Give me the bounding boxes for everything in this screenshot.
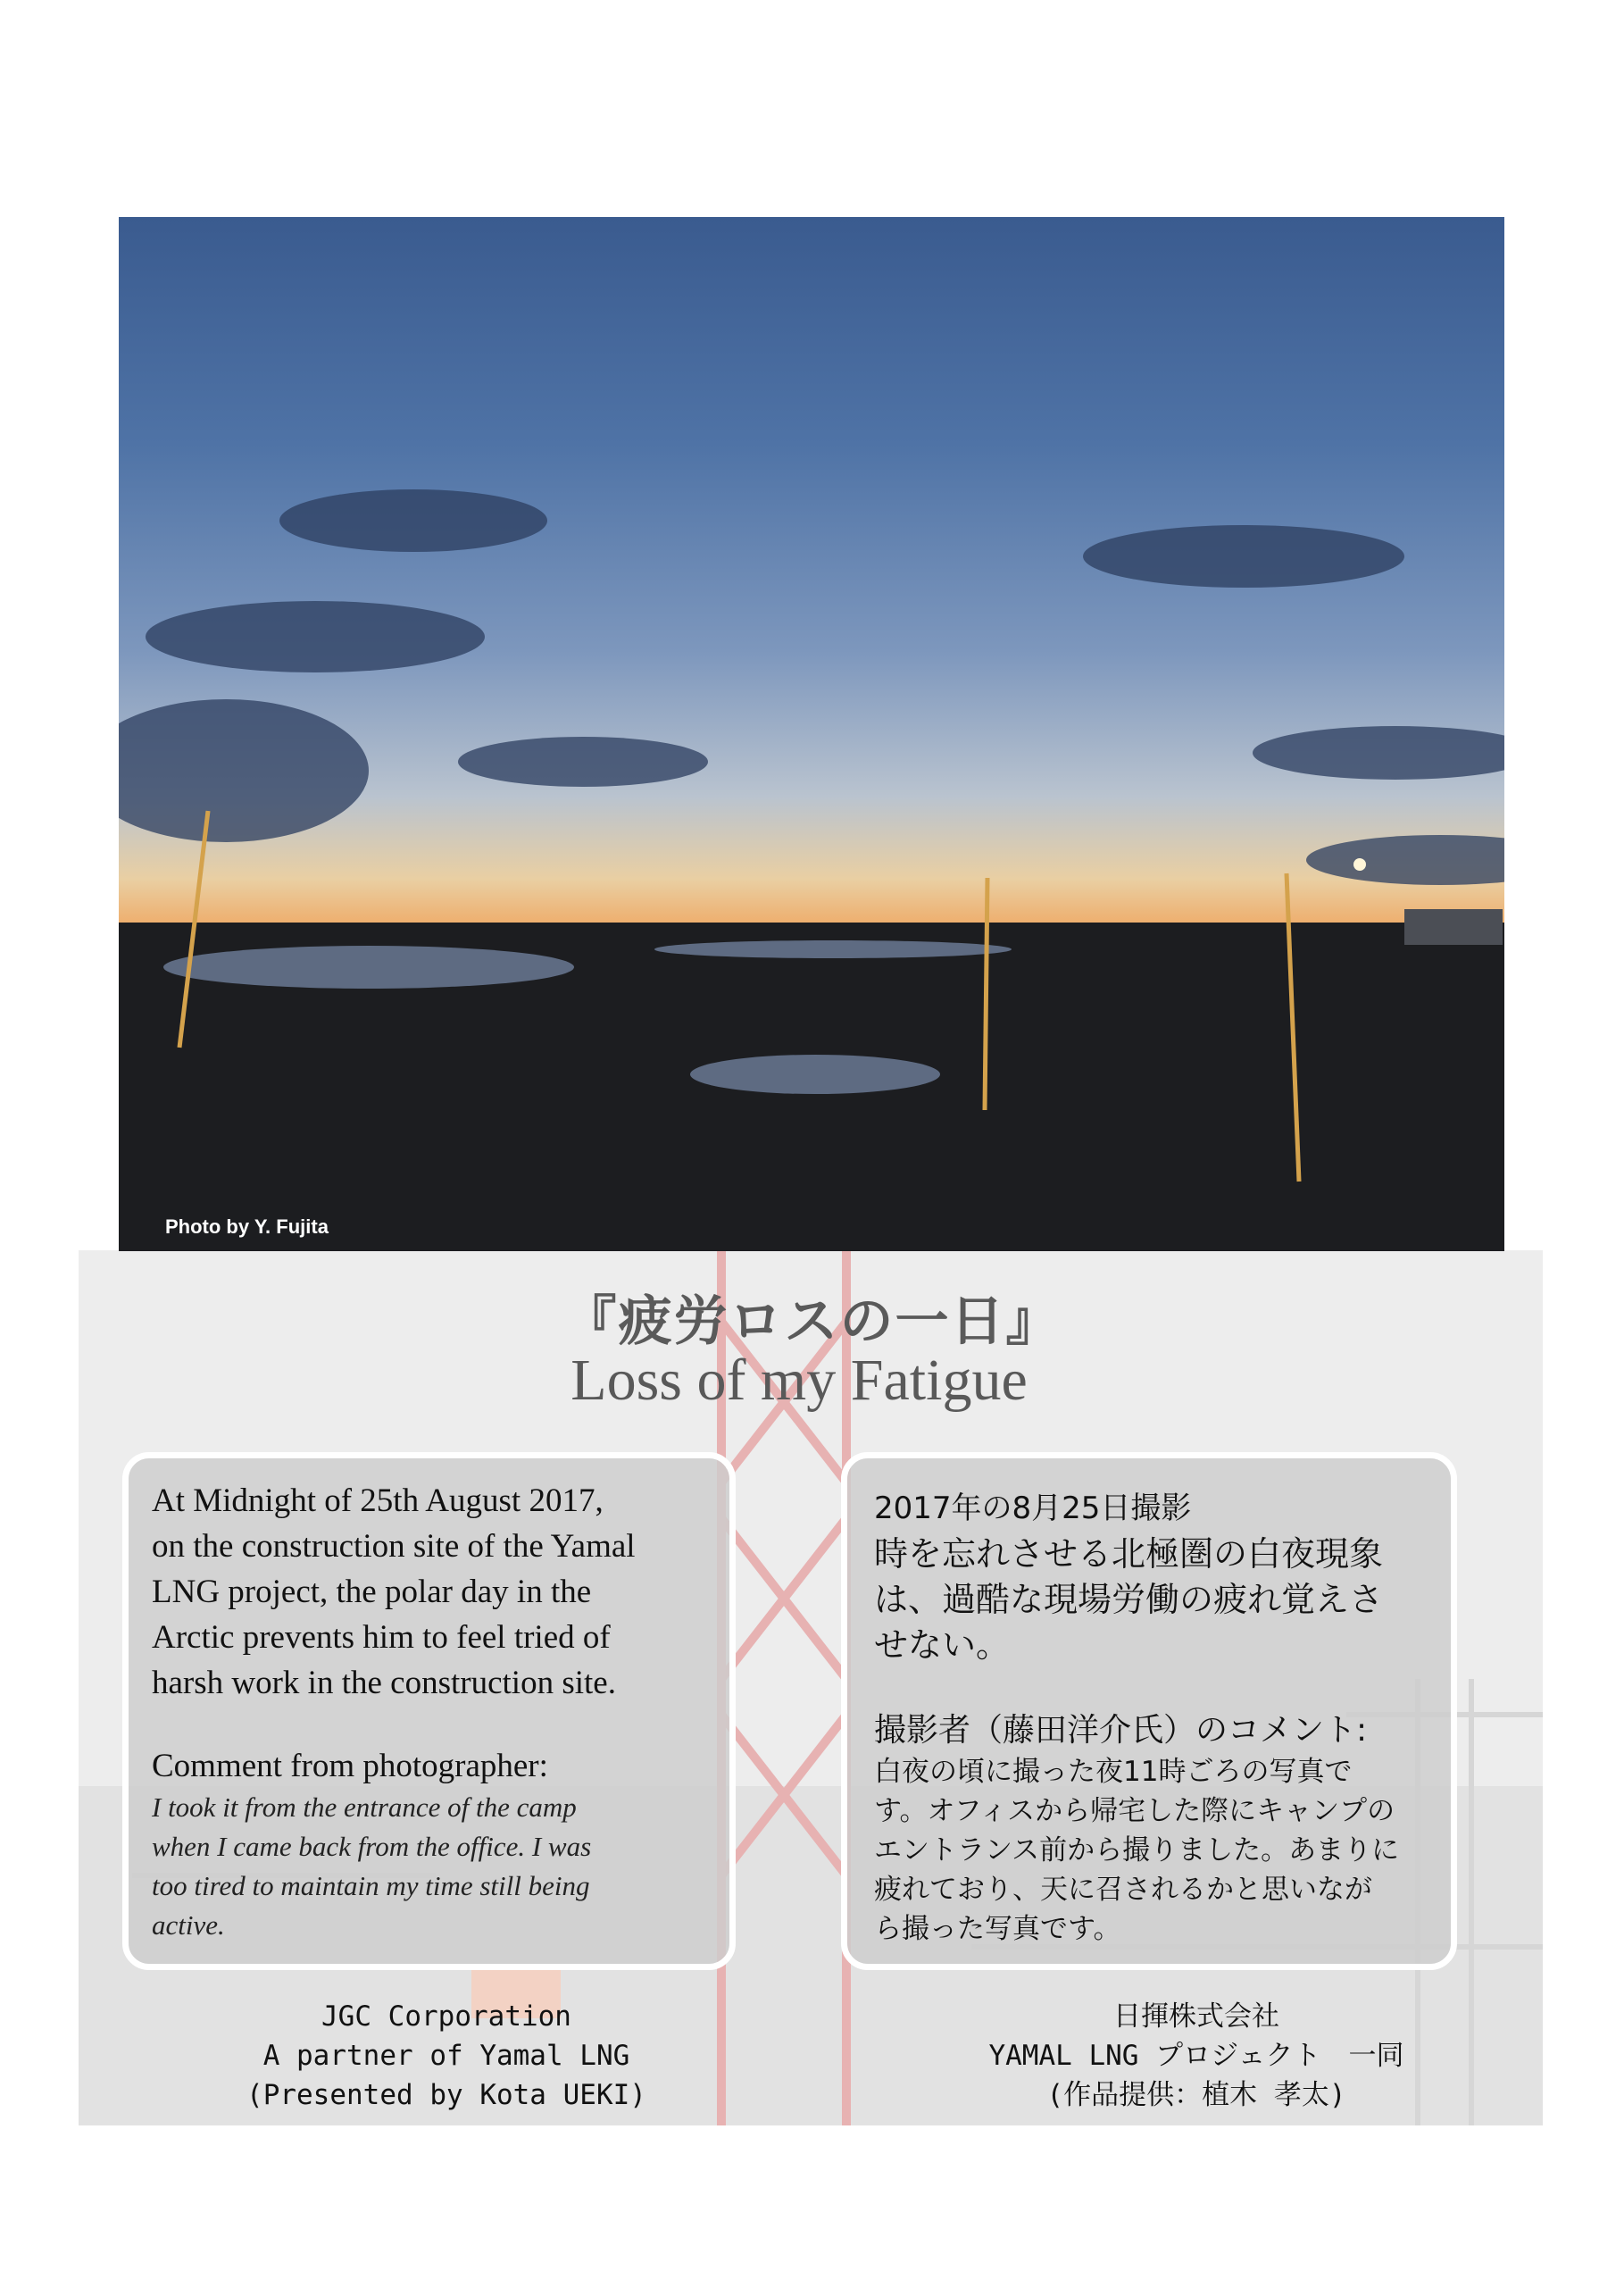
footer-english-credits: JGC Corporation A partner of Yamal LNG (Presented by Kota UEKI) [246,2000,646,2111]
japanese-comment-heading: 撮影者（藤田洋介氏）のコメント: [874,1712,1368,1749]
photo-credit: Photo by Y. Fujita [165,1215,329,1238]
english-comment: I took it from the entrance of the camp when I came back from the office. I was too tired to maintain my time still being active. [152,1791,592,1941]
japanese-comment: 白夜の頃に撮った夜11時ごろの写真で す。オフィスから帰宅した際にキャンプの エントランス前から撮りました。あまりに 疲れており、天に召されるかと思いなが ら撮った写真です。 [874,1756,1400,1945]
english-body: At Midnight of 25th August 2017, on the construction site of the Yamal LNG project, the polar day in the Arctic prevents him to feel tried of harsh work in the construction site. [152,1482,636,1701]
sunset-photo [119,217,1504,1251]
japanese-description-card [841,1452,1457,1970]
title-english: Loss of my Fatigue [570,1348,1028,1413]
japanese-body: 時を忘れさせる北極圏の白夜現象 は、過酷な現場労働の疲れ覚えさ せない。 [874,1534,1384,1665]
footer-japanese-credits: 日揮株式会社 YAMAL LNG プロジェクト 一同 (作品提供：植木 孝太) [988,2000,1404,2111]
english-comment-heading: Comment from photographer: [152,1748,548,1784]
title-japanese: 『疲労ロスの一日』 [562,1290,1062,1353]
japanese-date: 2017年の8月25日撮影 [874,1491,1192,1526]
english-description-card [122,1452,736,1970]
